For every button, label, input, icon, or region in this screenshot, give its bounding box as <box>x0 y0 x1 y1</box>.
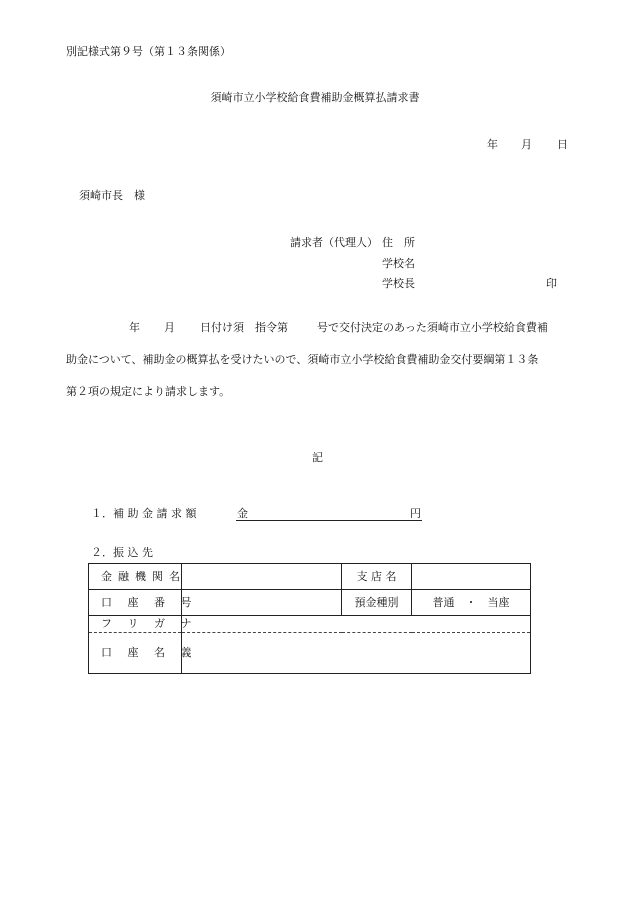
form-number: 別記様式第９号（第１３条関係） <box>66 45 231 58</box>
body-line3: 第２項の規定により請求します。 <box>66 385 231 398</box>
seal-mark: 印 <box>546 277 557 290</box>
item1-label: １．補 助 金 請 求 額 <box>91 507 197 520</box>
item2-label: ２．振 込 先 <box>91 546 153 559</box>
date-month-label: 月 <box>521 138 532 151</box>
bank-table <box>88 563 531 674</box>
furigana-value[interactable] <box>182 616 531 633</box>
table-row <box>89 564 531 590</box>
deposit-type-options[interactable]: 普通 ・ 当座 <box>412 590 531 616</box>
date-day-label: 日 <box>557 138 568 151</box>
furigana-label: フ リ ガ ナ <box>89 616 182 633</box>
item1-currency: 金 <box>237 507 248 520</box>
institution-label: 金融機関名 <box>89 564 182 590</box>
ki-heading: 記 <box>312 451 323 464</box>
account-number-label: 口 座 番 号 <box>89 590 182 616</box>
account-holder-label: 口 座 名 義 <box>89 633 182 674</box>
branch-value[interactable] <box>412 564 531 590</box>
addressee: 須崎市長 様 <box>79 189 145 202</box>
item1-unit: 円 <box>410 507 421 520</box>
branch-label: 支 店 名 <box>342 564 412 590</box>
account-number-value[interactable] <box>182 590 342 616</box>
table-row <box>89 590 531 616</box>
body-date-order: 日付け須 指令第 <box>200 321 288 334</box>
deposit-type-label: 預金種別 <box>342 590 412 616</box>
institution-value[interactable] <box>182 564 342 590</box>
address-label: 住 所 <box>382 236 415 249</box>
table-row <box>89 633 531 674</box>
requester-label: 請求者（代理人） <box>290 236 378 249</box>
date-year-label: 年 <box>487 138 498 151</box>
body-year: 年 <box>129 321 140 334</box>
body-month: 月 <box>164 321 175 334</box>
body-line1-rest: 号で交付決定のあった須崎市立小学校給食費補 <box>317 321 548 334</box>
school-name-label: 学校名 <box>382 257 415 270</box>
account-holder-value[interactable] <box>182 633 531 674</box>
document-title: 須崎市立小学校給食費補助金概算払請求書 <box>210 91 420 104</box>
body-line2: 助金について、補助金の概算払を受けたいので、須崎市立小学校給食費補助金交付要綱第１３条 <box>66 353 539 366</box>
table-row <box>89 616 531 633</box>
amount-underline <box>236 520 422 521</box>
principal-label: 学校長 <box>382 277 415 290</box>
